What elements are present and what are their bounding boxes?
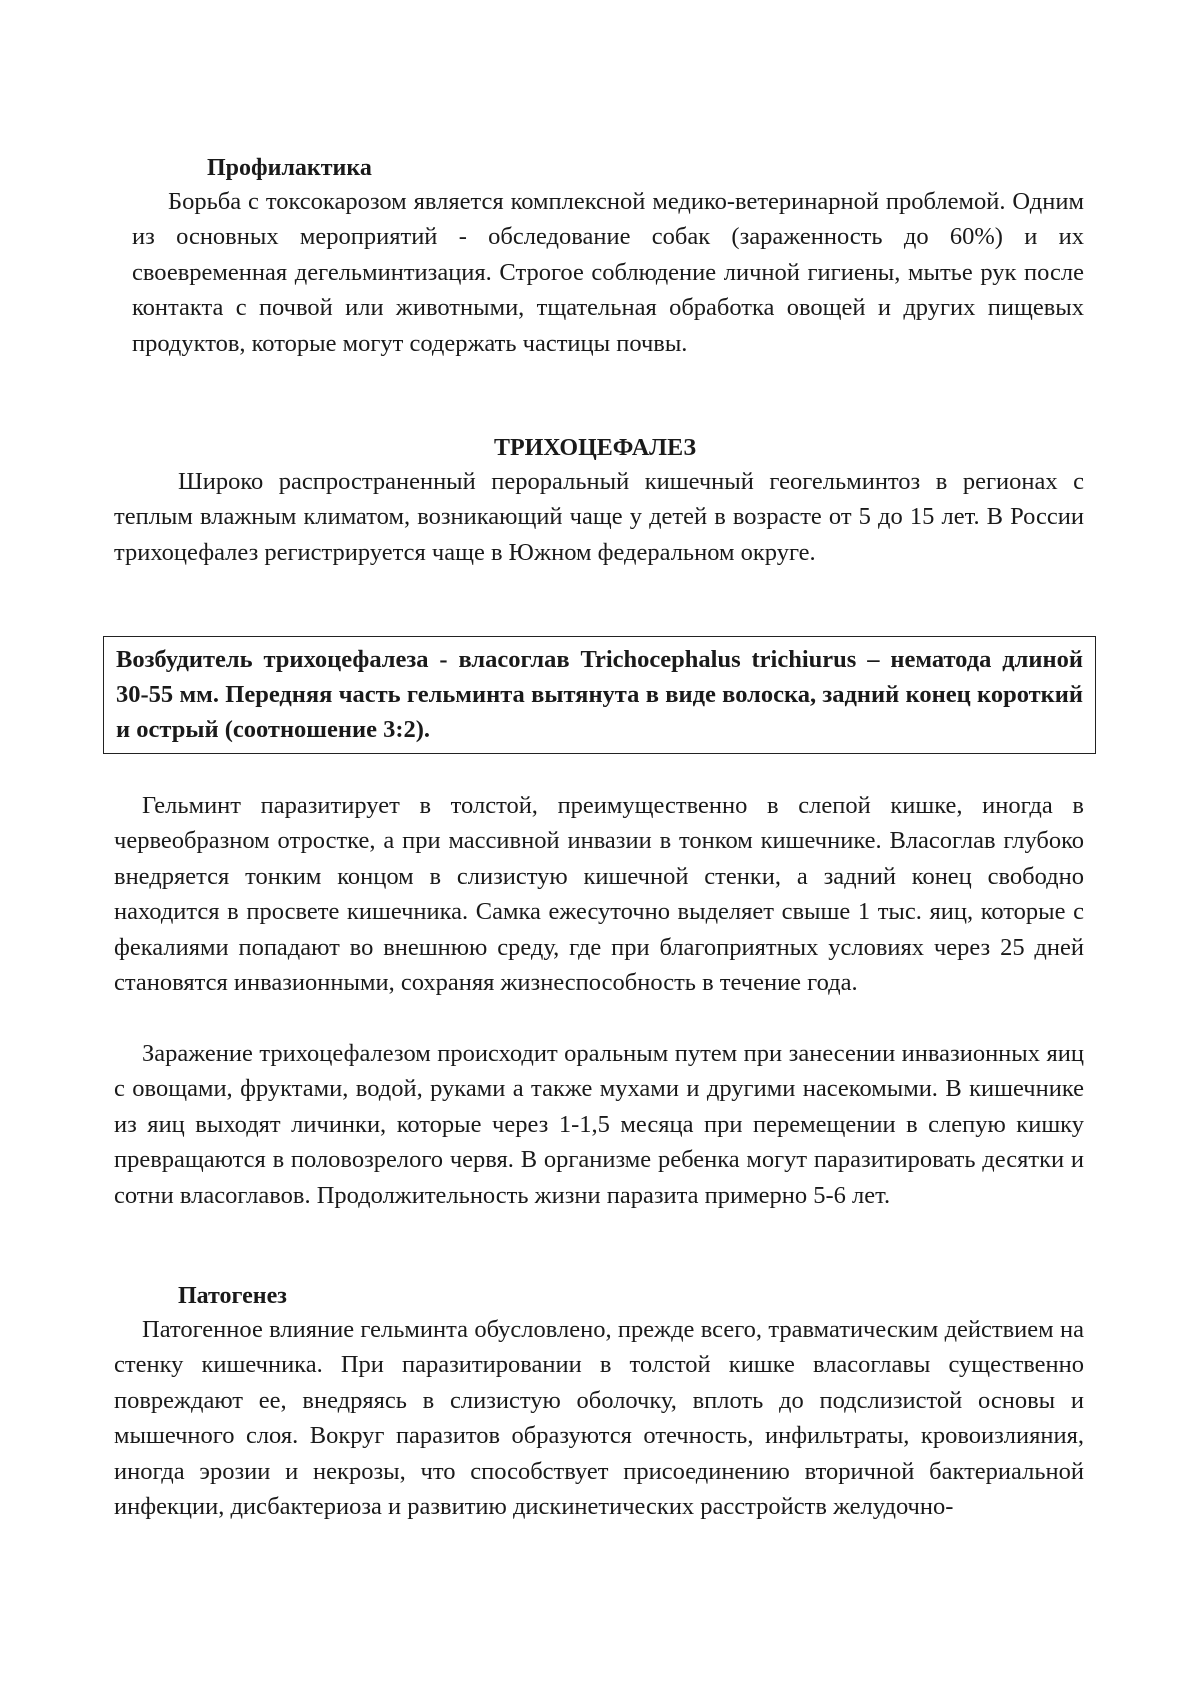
pathogenesis-paragraph: Патогенное влияние гельминта обусловлено, прежде всего, травматическим действием на стенку кишечника. При паразитировании в толстой кишке власоглавы существенно повреждают ее, внедряясь в слизистую оболочку, вплоть до подслизистой основы и мышечного слоя. Вокруг паразитов образуются отечность, инфильтраты, кровоизлияния, иногда эрозии и некрозы, что способствует присоединению вторичной бактериальной инфекции, дисбактериоза и развитию дискинетических расстройств желудочно-: [114, 1316, 1084, 1521]
trichocephalosis-intro-paragraph: Широко распространенный пероральный кишечный геогельминтоз в регионах с теплым влажным климатом, возникающий чаще у детей в возрасте от 5 до 15 лет. В России трихоцефалез регистрируется чаще в Южном федеральном округе.: [114, 468, 1084, 566]
infection-paragraph: Заражение трихоцефалезом происходит оральным путем при занесении инвазионных яиц с овощами, фруктами, водой, руками а также мухами и другими насекомыми. В кишечнике из яиц выходят личинки, которые через 1-1,5 месяца при перемещении в слепую кишку превращаются в половозрелого червя. В организме ребенка могут паразитировать десятки и сотни власоглавов. Продолжительность жизни паразита примерно 5-6 лет.: [114, 1040, 1084, 1209]
prevention-paragraph: Борьба с токсокарозом является комплексной медико-ветеринарной проблемой. Одним из основных мероприятий - обследование собак (зараженность до 60%) и их своевременная дегельминтизация. Строгое соблюдение личной гигиены, мытье рук после контакта с почвой или животными, тщательная обработка овощей и других пищевых продуктов, которые могут содержать частицы почвы.: [132, 188, 1084, 357]
parasitism-paragraph: Гельминт паразитирует в толстой, преимущественно в слепой кишке, иногда в червеобразном отростке, а при массивной инвазии в тонком кишечнике. Власоглав глубоко внедряется тонким концом в слизистую кишечной стенки, а задний конец свободно находится в просвете кишечника. Самка ежесуточно выделяет свыше 1 тыс. яиц, которые с фекалиями попадают во внешнюю среду, где при благоприятных условиях через 25 дней становятся инвазионными, сохраняя жизнеспособность в течение года.: [114, 792, 1084, 997]
trichocephalosis-heading: ТРИХОЦЕФАЛЕЗ: [493, 435, 697, 461]
pathogen-definition-text: Возбудитель трихоцефалеза - власоглав Trichocephalus trichiurus – нематода длиной 30-55 мм. Передняя часть гельминта вытянута в виде волоска, задний конец короткий и острый (соотношение 3:2).: [116, 646, 1083, 743]
pathogenesis-heading: Патогенез: [178, 1283, 287, 1309]
prevention-heading: Профилактика: [207, 155, 372, 181]
pathogen-definition-box: [103, 636, 1096, 754]
